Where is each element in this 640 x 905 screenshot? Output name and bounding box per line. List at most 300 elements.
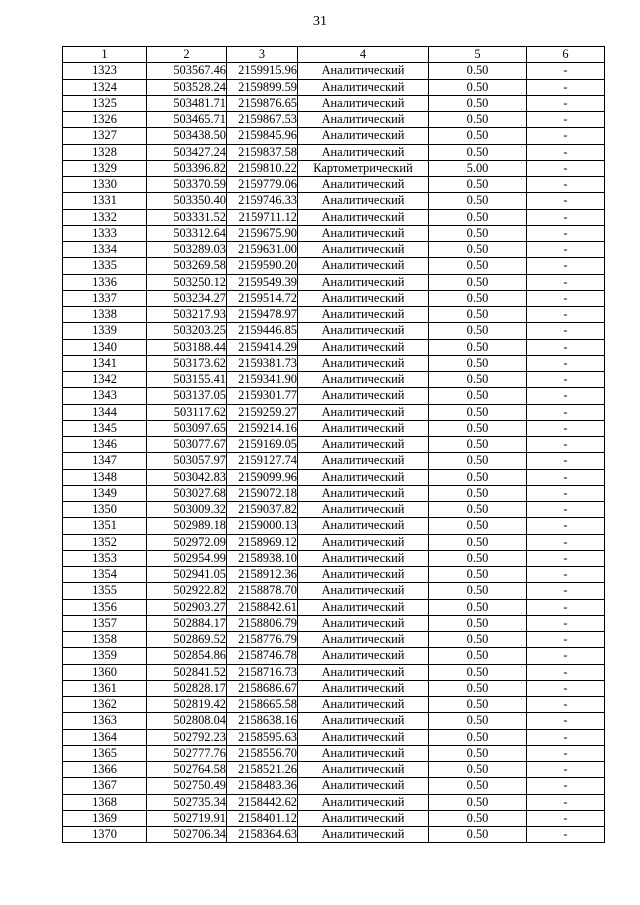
method-cell: Аналитический — [298, 95, 429, 111]
accuracy-cell: 0.50 — [429, 713, 527, 729]
table-row — [63, 502, 605, 518]
point-number-cell: 1365 — [63, 745, 147, 761]
point-number-cell: 1369 — [63, 810, 147, 826]
method-cell: Аналитический — [298, 697, 429, 713]
accuracy-cell: 0.50 — [429, 112, 527, 128]
x-coordinate-cell: 503137.05 — [147, 388, 227, 404]
y-coordinate-cell: 2158686.67 — [227, 680, 298, 696]
x-coordinate-cell: 502828.17 — [147, 680, 227, 696]
accuracy-cell: 0.50 — [429, 307, 527, 323]
point-number-cell: 1335 — [63, 258, 147, 274]
method-cell: Аналитический — [298, 518, 429, 534]
accuracy-cell: 0.50 — [429, 794, 527, 810]
y-coordinate-cell: 2158665.58 — [227, 697, 298, 713]
point-number-cell: 1362 — [63, 697, 147, 713]
table-row — [63, 63, 605, 79]
point-number-cell: 1352 — [63, 534, 147, 550]
method-cell: Аналитический — [298, 745, 429, 761]
x-coordinate-cell: 502884.17 — [147, 615, 227, 631]
accuracy-cell: 0.50 — [429, 534, 527, 550]
description-cell: - — [527, 550, 605, 566]
accuracy-cell: 0.50 — [429, 745, 527, 761]
method-cell: Аналитический — [298, 193, 429, 209]
method-cell: Аналитический — [298, 567, 429, 583]
point-number-cell: 1341 — [63, 355, 147, 371]
point-number-cell: 1331 — [63, 193, 147, 209]
point-number-cell: 1368 — [63, 794, 147, 810]
table-row — [63, 112, 605, 128]
method-cell: Аналитический — [298, 177, 429, 193]
accuracy-cell: 0.50 — [429, 502, 527, 518]
method-cell: Аналитический — [298, 648, 429, 664]
table-row — [63, 144, 605, 160]
table-row — [63, 632, 605, 648]
description-cell: - — [527, 323, 605, 339]
accuracy-cell: 0.50 — [429, 274, 527, 290]
accuracy-cell: 0.50 — [429, 372, 527, 388]
y-coordinate-cell: 2159675.90 — [227, 225, 298, 241]
description-cell: - — [527, 469, 605, 485]
column-header-5: 5 — [429, 47, 527, 63]
table-row — [63, 95, 605, 111]
table-row — [63, 323, 605, 339]
x-coordinate-cell: 503173.62 — [147, 355, 227, 371]
x-coordinate-cell: 503567.46 — [147, 63, 227, 79]
description-cell: - — [527, 388, 605, 404]
description-cell: - — [527, 762, 605, 778]
table-row — [63, 664, 605, 680]
accuracy-cell: 0.50 — [429, 648, 527, 664]
accuracy-cell: 0.50 — [429, 242, 527, 258]
table-row — [63, 485, 605, 501]
x-coordinate-cell: 502792.23 — [147, 729, 227, 745]
y-coordinate-cell: 2159876.65 — [227, 95, 298, 111]
table-row — [63, 648, 605, 664]
y-coordinate-cell: 2158716.73 — [227, 664, 298, 680]
point-number-cell: 1356 — [63, 599, 147, 615]
y-coordinate-cell: 2158521.26 — [227, 762, 298, 778]
table-row — [63, 583, 605, 599]
point-number-cell: 1361 — [63, 680, 147, 696]
table-row — [63, 290, 605, 306]
table-row — [63, 697, 605, 713]
column-header-4: 4 — [298, 47, 429, 63]
description-cell: - — [527, 648, 605, 664]
point-number-cell: 1370 — [63, 827, 147, 843]
table-row — [63, 794, 605, 810]
point-number-cell: 1332 — [63, 209, 147, 225]
x-coordinate-cell: 503438.50 — [147, 128, 227, 144]
description-cell: - — [527, 810, 605, 826]
point-number-cell: 1360 — [63, 664, 147, 680]
description-cell: - — [527, 177, 605, 193]
y-coordinate-cell: 2158912.36 — [227, 567, 298, 583]
x-coordinate-cell: 503269.58 — [147, 258, 227, 274]
y-coordinate-cell: 2159514.72 — [227, 290, 298, 306]
table-row — [63, 307, 605, 323]
x-coordinate-cell: 502735.34 — [147, 794, 227, 810]
description-cell: - — [527, 827, 605, 843]
accuracy-cell: 0.50 — [429, 258, 527, 274]
y-coordinate-cell: 2159810.22 — [227, 160, 298, 176]
accuracy-cell: 0.50 — [429, 729, 527, 745]
x-coordinate-cell: 503331.52 — [147, 209, 227, 225]
method-cell: Аналитический — [298, 615, 429, 631]
method-cell: Аналитический — [298, 778, 429, 794]
point-number-cell: 1344 — [63, 404, 147, 420]
description-cell: - — [527, 680, 605, 696]
table-row — [63, 469, 605, 485]
description-cell: - — [527, 534, 605, 550]
description-cell: - — [527, 485, 605, 501]
accuracy-cell: 0.50 — [429, 567, 527, 583]
method-cell: Аналитический — [298, 485, 429, 501]
method-cell: Аналитический — [298, 534, 429, 550]
method-cell: Аналитический — [298, 79, 429, 95]
x-coordinate-cell: 502854.86 — [147, 648, 227, 664]
method-cell: Аналитический — [298, 713, 429, 729]
table-row — [63, 550, 605, 566]
description-cell: - — [527, 209, 605, 225]
point-number-cell: 1327 — [63, 128, 147, 144]
y-coordinate-cell: 2159631.00 — [227, 242, 298, 258]
table-row — [63, 404, 605, 420]
method-cell: Аналитический — [298, 209, 429, 225]
accuracy-cell: 0.50 — [429, 485, 527, 501]
y-coordinate-cell: 2158364.63 — [227, 827, 298, 843]
point-number-cell: 1340 — [63, 339, 147, 355]
point-number-cell: 1324 — [63, 79, 147, 95]
y-coordinate-cell: 2159037.82 — [227, 502, 298, 518]
table-row — [63, 615, 605, 631]
x-coordinate-cell: 503188.44 — [147, 339, 227, 355]
x-coordinate-cell: 502706.34 — [147, 827, 227, 843]
y-coordinate-cell: 2159711.12 — [227, 209, 298, 225]
description-cell: - — [527, 697, 605, 713]
point-number-cell: 1367 — [63, 778, 147, 794]
method-cell: Аналитический — [298, 242, 429, 258]
method-cell: Аналитический — [298, 420, 429, 436]
method-cell: Аналитический — [298, 583, 429, 599]
method-cell: Аналитический — [298, 404, 429, 420]
y-coordinate-cell: 2159259.27 — [227, 404, 298, 420]
method-cell: Аналитический — [298, 274, 429, 290]
description-cell: - — [527, 599, 605, 615]
accuracy-cell: 0.50 — [429, 469, 527, 485]
y-coordinate-cell: 2159099.96 — [227, 469, 298, 485]
y-coordinate-cell: 2158938.10 — [227, 550, 298, 566]
y-coordinate-cell: 2158878.70 — [227, 583, 298, 599]
x-coordinate-cell: 502808.04 — [147, 713, 227, 729]
accuracy-cell: 0.50 — [429, 355, 527, 371]
x-coordinate-cell: 502750.49 — [147, 778, 227, 794]
y-coordinate-cell: 2159867.53 — [227, 112, 298, 128]
y-coordinate-cell: 2159549.39 — [227, 274, 298, 290]
table-row — [63, 177, 605, 193]
description-cell: - — [527, 632, 605, 648]
accuracy-cell: 0.50 — [429, 697, 527, 713]
table-row — [63, 567, 605, 583]
table-header-row — [63, 47, 605, 63]
description-cell: - — [527, 778, 605, 794]
coordinates-table — [62, 46, 605, 843]
point-number-cell: 1363 — [63, 713, 147, 729]
method-cell: Картометрический — [298, 160, 429, 176]
x-coordinate-cell: 502777.76 — [147, 745, 227, 761]
table-row — [63, 225, 605, 241]
description-cell: - — [527, 502, 605, 518]
table-row — [63, 827, 605, 843]
description-cell: - — [527, 112, 605, 128]
description-cell: - — [527, 95, 605, 111]
method-cell: Аналитический — [298, 128, 429, 144]
description-cell: - — [527, 664, 605, 680]
y-coordinate-cell: 2159414.29 — [227, 339, 298, 355]
y-coordinate-cell: 2158806.79 — [227, 615, 298, 631]
method-cell: Аналитический — [298, 372, 429, 388]
point-number-cell: 1330 — [63, 177, 147, 193]
accuracy-cell: 0.50 — [429, 209, 527, 225]
accuracy-cell: 0.50 — [429, 177, 527, 193]
column-header-1: 1 — [63, 47, 147, 63]
x-coordinate-cell: 503057.97 — [147, 453, 227, 469]
table-row — [63, 534, 605, 550]
method-cell: Аналитический — [298, 225, 429, 241]
x-coordinate-cell: 503117.62 — [147, 404, 227, 420]
method-cell: Аналитический — [298, 290, 429, 306]
accuracy-cell: 5.00 — [429, 160, 527, 176]
description-cell: - — [527, 583, 605, 599]
accuracy-cell: 0.50 — [429, 193, 527, 209]
description-cell: - — [527, 567, 605, 583]
table-row — [63, 762, 605, 778]
point-number-cell: 1328 — [63, 144, 147, 160]
table-body — [63, 47, 605, 843]
description-cell: - — [527, 274, 605, 290]
point-number-cell: 1354 — [63, 567, 147, 583]
table-row — [63, 339, 605, 355]
method-cell: Аналитический — [298, 144, 429, 160]
point-number-cell: 1348 — [63, 469, 147, 485]
x-coordinate-cell: 502819.42 — [147, 697, 227, 713]
point-number-cell: 1358 — [63, 632, 147, 648]
table-row — [63, 242, 605, 258]
x-coordinate-cell: 503350.40 — [147, 193, 227, 209]
accuracy-cell: 0.50 — [429, 225, 527, 241]
description-cell: - — [527, 615, 605, 631]
x-coordinate-cell: 503465.71 — [147, 112, 227, 128]
description-cell: - — [527, 144, 605, 160]
point-number-cell: 1343 — [63, 388, 147, 404]
x-coordinate-cell: 503396.82 — [147, 160, 227, 176]
y-coordinate-cell: 2159746.33 — [227, 193, 298, 209]
description-cell: - — [527, 258, 605, 274]
method-cell: Аналитический — [298, 388, 429, 404]
table-row — [63, 209, 605, 225]
table-row — [63, 437, 605, 453]
description-cell: - — [527, 339, 605, 355]
table-row — [63, 160, 605, 176]
point-number-cell: 1359 — [63, 648, 147, 664]
x-coordinate-cell: 503250.12 — [147, 274, 227, 290]
accuracy-cell: 0.50 — [429, 420, 527, 436]
table-row — [63, 729, 605, 745]
method-cell: Аналитический — [298, 632, 429, 648]
x-coordinate-cell: 503427.24 — [147, 144, 227, 160]
y-coordinate-cell: 2159301.77 — [227, 388, 298, 404]
description-cell: - — [527, 242, 605, 258]
method-cell: Аналитический — [298, 794, 429, 810]
table-row — [63, 128, 605, 144]
x-coordinate-cell: 503234.27 — [147, 290, 227, 306]
method-cell: Аналитический — [298, 63, 429, 79]
x-coordinate-cell: 503528.24 — [147, 79, 227, 95]
point-number-cell: 1334 — [63, 242, 147, 258]
y-coordinate-cell: 2159915.96 — [227, 63, 298, 79]
x-coordinate-cell: 503042.83 — [147, 469, 227, 485]
point-number-cell: 1355 — [63, 583, 147, 599]
table-row — [63, 745, 605, 761]
description-cell: - — [527, 453, 605, 469]
point-number-cell: 1339 — [63, 323, 147, 339]
description-cell: - — [527, 420, 605, 436]
y-coordinate-cell: 2158401.12 — [227, 810, 298, 826]
x-coordinate-cell: 502719.91 — [147, 810, 227, 826]
method-cell: Аналитический — [298, 307, 429, 323]
table-row — [63, 778, 605, 794]
y-coordinate-cell: 2158842.61 — [227, 599, 298, 615]
accuracy-cell: 0.50 — [429, 144, 527, 160]
table-row — [63, 680, 605, 696]
accuracy-cell: 0.50 — [429, 599, 527, 615]
description-cell: - — [527, 729, 605, 745]
x-coordinate-cell: 502941.05 — [147, 567, 227, 583]
y-coordinate-cell: 2159341.90 — [227, 372, 298, 388]
table-row — [63, 420, 605, 436]
y-coordinate-cell: 2158595.63 — [227, 729, 298, 745]
method-cell: Аналитический — [298, 469, 429, 485]
method-cell: Аналитический — [298, 323, 429, 339]
point-number-cell: 1325 — [63, 95, 147, 111]
table-row — [63, 79, 605, 95]
accuracy-cell: 0.50 — [429, 339, 527, 355]
column-header-3: 3 — [227, 47, 298, 63]
y-coordinate-cell: 2158442.62 — [227, 794, 298, 810]
y-coordinate-cell: 2158746.78 — [227, 648, 298, 664]
table-row — [63, 599, 605, 615]
accuracy-cell: 0.50 — [429, 615, 527, 631]
point-number-cell: 1357 — [63, 615, 147, 631]
accuracy-cell: 0.50 — [429, 437, 527, 453]
accuracy-cell: 0.50 — [429, 453, 527, 469]
method-cell: Аналитический — [298, 680, 429, 696]
method-cell: Аналитический — [298, 112, 429, 128]
point-number-cell: 1347 — [63, 453, 147, 469]
accuracy-cell: 0.50 — [429, 632, 527, 648]
y-coordinate-cell: 2159779.06 — [227, 177, 298, 193]
description-cell: - — [527, 713, 605, 729]
method-cell: Аналитический — [298, 550, 429, 566]
x-coordinate-cell: 503077.67 — [147, 437, 227, 453]
y-coordinate-cell: 2159899.59 — [227, 79, 298, 95]
point-number-cell: 1336 — [63, 274, 147, 290]
y-coordinate-cell: 2159446.85 — [227, 323, 298, 339]
table-row — [63, 274, 605, 290]
table-row — [63, 372, 605, 388]
y-coordinate-cell: 2159127.74 — [227, 453, 298, 469]
point-number-cell: 1342 — [63, 372, 147, 388]
x-coordinate-cell: 502869.52 — [147, 632, 227, 648]
x-coordinate-cell: 502954.99 — [147, 550, 227, 566]
description-cell: - — [527, 79, 605, 95]
y-coordinate-cell: 2159072.18 — [227, 485, 298, 501]
description-cell: - — [527, 193, 605, 209]
method-cell: Аналитический — [298, 810, 429, 826]
accuracy-cell: 0.50 — [429, 63, 527, 79]
description-cell: - — [527, 63, 605, 79]
x-coordinate-cell: 503203.25 — [147, 323, 227, 339]
table-row — [63, 518, 605, 534]
y-coordinate-cell: 2158638.16 — [227, 713, 298, 729]
description-cell: - — [527, 518, 605, 534]
description-cell: - — [527, 404, 605, 420]
x-coordinate-cell: 503027.68 — [147, 485, 227, 501]
description-cell: - — [527, 225, 605, 241]
y-coordinate-cell: 2159837.58 — [227, 144, 298, 160]
x-coordinate-cell: 503370.59 — [147, 177, 227, 193]
point-number-cell: 1350 — [63, 502, 147, 518]
x-coordinate-cell: 503097.65 — [147, 420, 227, 436]
table-row — [63, 355, 605, 371]
description-cell: - — [527, 128, 605, 144]
description-cell: - — [527, 437, 605, 453]
table-row — [63, 713, 605, 729]
description-cell: - — [527, 372, 605, 388]
page-number: 31 — [313, 14, 327, 29]
accuracy-cell: 0.50 — [429, 827, 527, 843]
y-coordinate-cell: 2158556.70 — [227, 745, 298, 761]
y-coordinate-cell: 2159169.05 — [227, 437, 298, 453]
description-cell: - — [527, 307, 605, 323]
accuracy-cell: 0.50 — [429, 778, 527, 794]
point-number-cell: 1351 — [63, 518, 147, 534]
y-coordinate-cell: 2159845.96 — [227, 128, 298, 144]
x-coordinate-cell: 503481.71 — [147, 95, 227, 111]
accuracy-cell: 0.50 — [429, 680, 527, 696]
accuracy-cell: 0.50 — [429, 290, 527, 306]
method-cell: Аналитический — [298, 258, 429, 274]
point-number-cell: 1338 — [63, 307, 147, 323]
accuracy-cell: 0.50 — [429, 583, 527, 599]
y-coordinate-cell: 2158969.12 — [227, 534, 298, 550]
x-coordinate-cell: 502972.09 — [147, 534, 227, 550]
y-coordinate-cell: 2159000.13 — [227, 518, 298, 534]
method-cell: Аналитический — [298, 599, 429, 615]
accuracy-cell: 0.50 — [429, 404, 527, 420]
x-coordinate-cell: 503312.64 — [147, 225, 227, 241]
method-cell: Аналитический — [298, 827, 429, 843]
accuracy-cell: 0.50 — [429, 762, 527, 778]
method-cell: Аналитический — [298, 453, 429, 469]
accuracy-cell: 0.50 — [429, 664, 527, 680]
description-cell: - — [527, 290, 605, 306]
y-coordinate-cell: 2159381.73 — [227, 355, 298, 371]
y-coordinate-cell: 2159478.97 — [227, 307, 298, 323]
point-number-cell: 1364 — [63, 729, 147, 745]
x-coordinate-cell: 502903.27 — [147, 599, 227, 615]
description-cell: - — [527, 160, 605, 176]
method-cell: Аналитический — [298, 437, 429, 453]
